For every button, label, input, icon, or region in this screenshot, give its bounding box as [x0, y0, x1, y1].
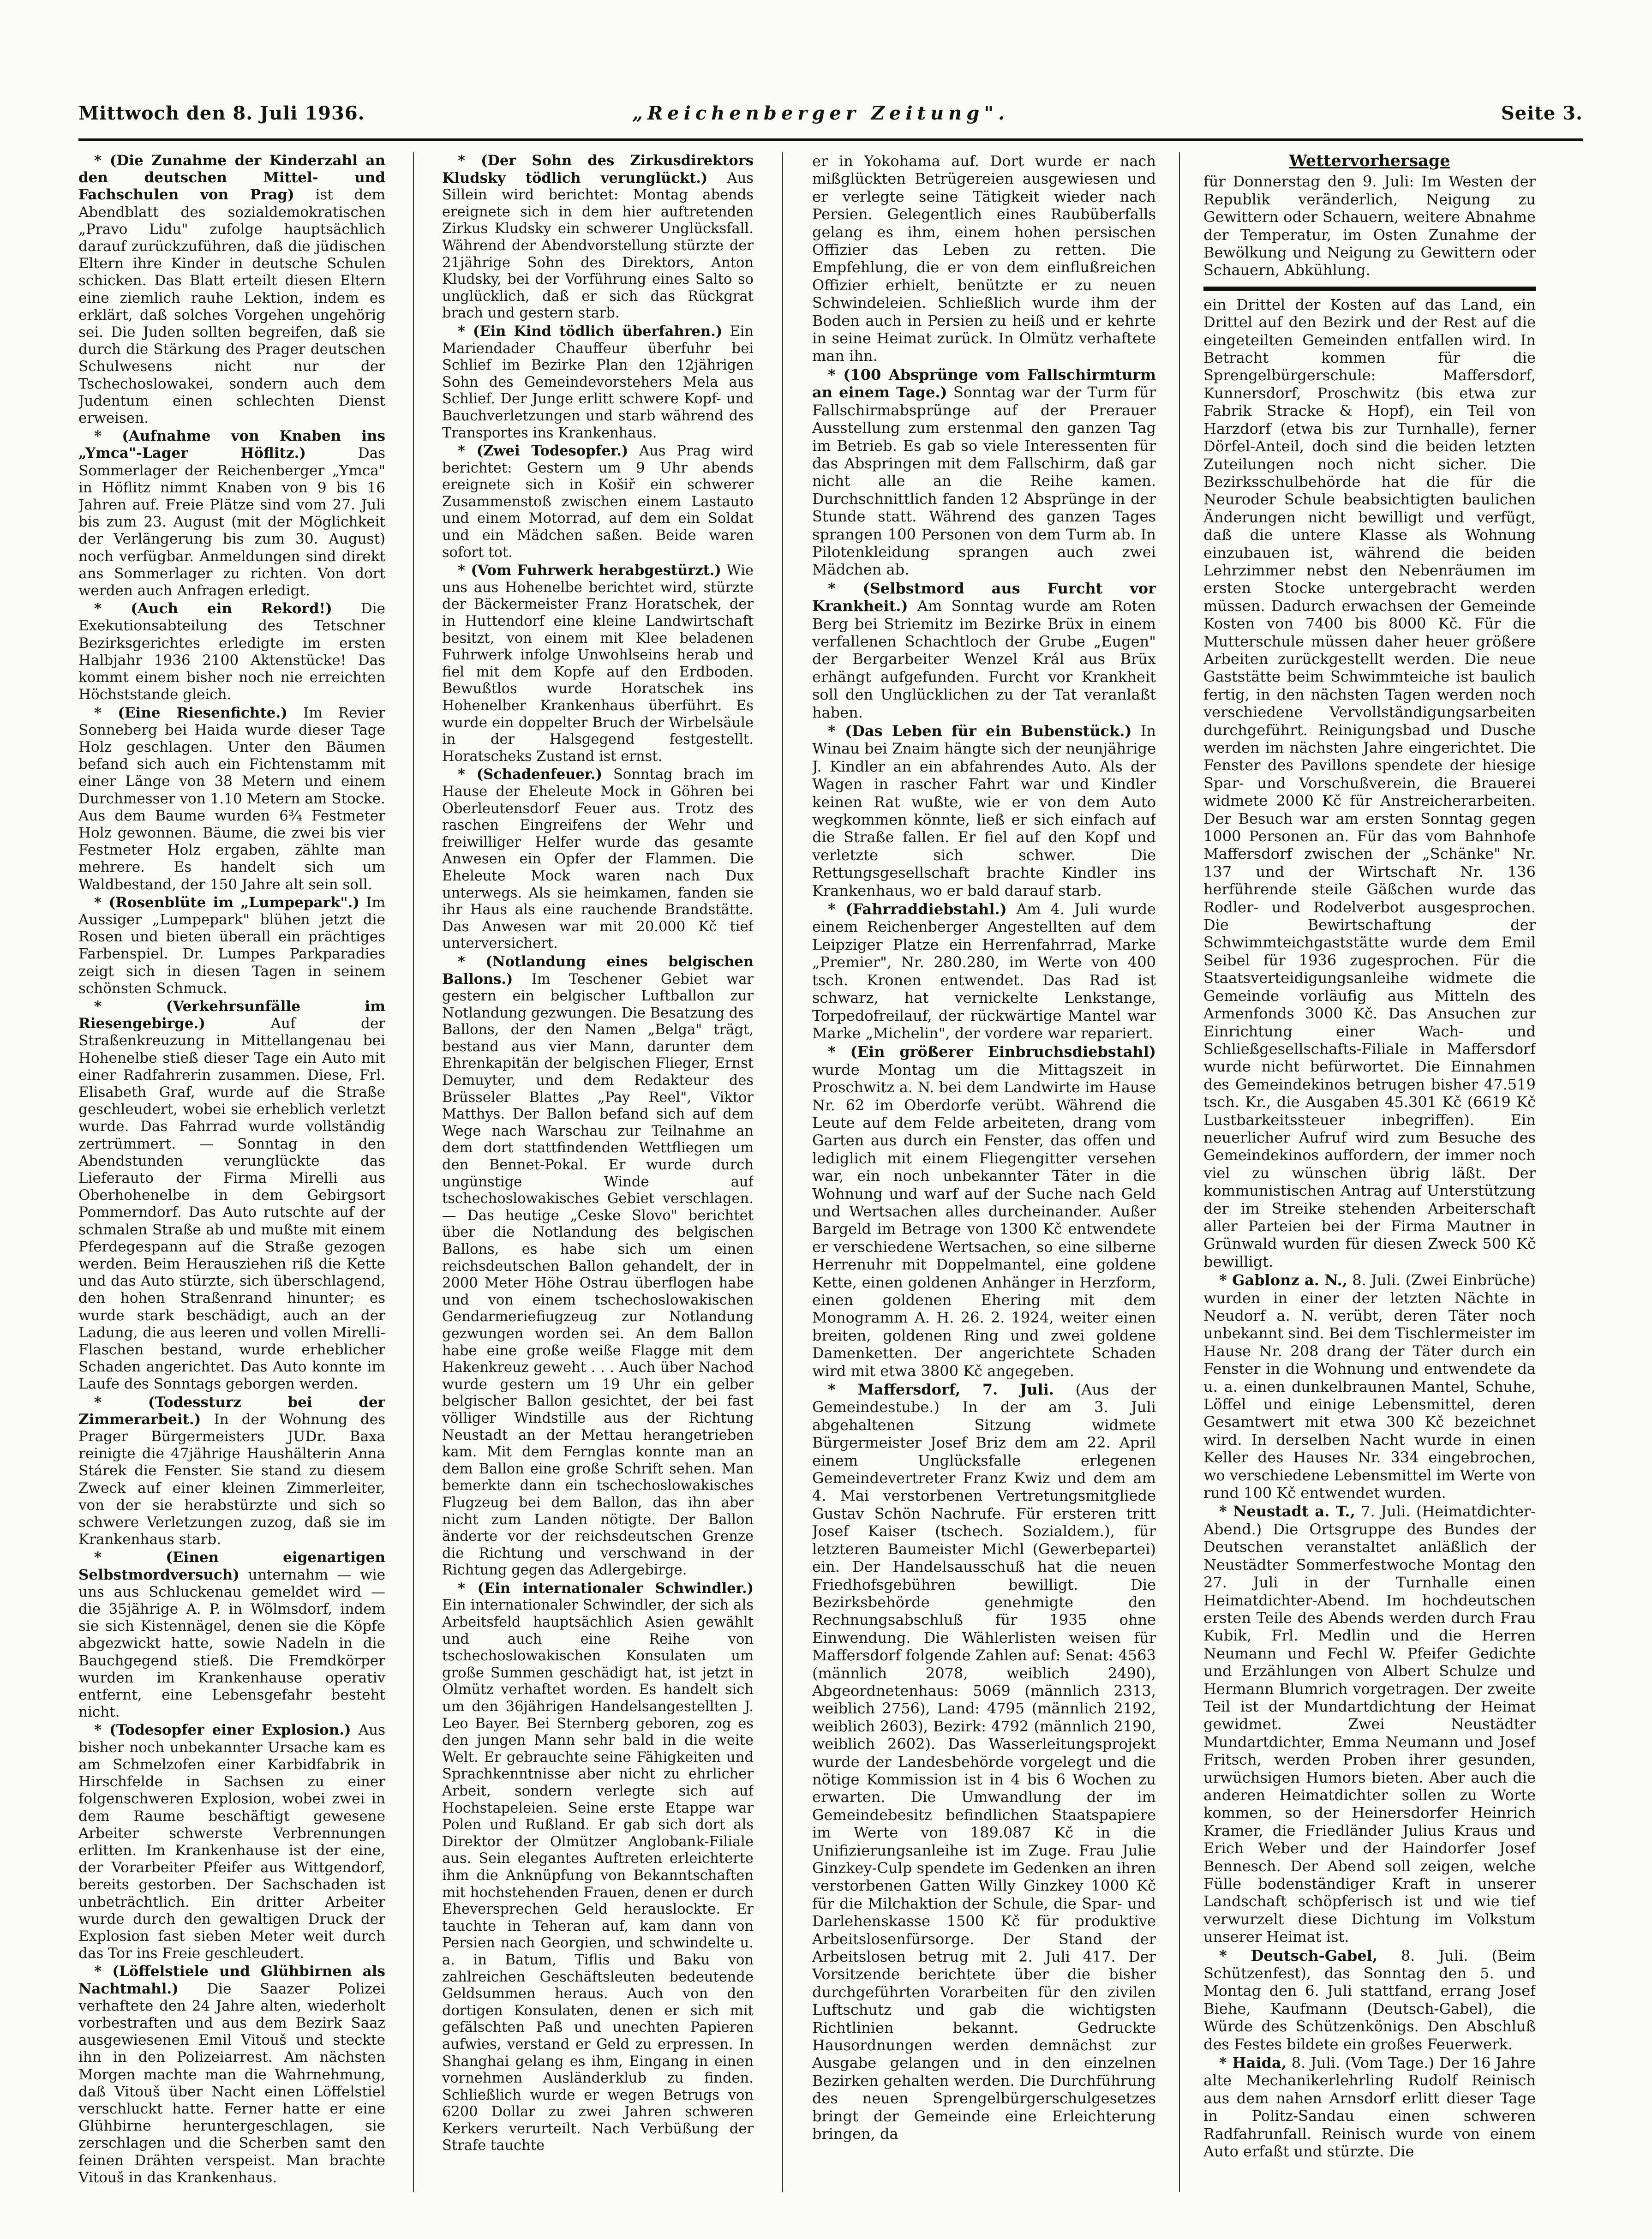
column-divider	[1179, 152, 1180, 2192]
article-body: ist dem Abendblatt des sozialdemokratischen „Pravo Lidu" zufolge hauptsächlich darauf zurückzuführen, daß die jüdischen Eltern ihre Kinder in deutsche Schulen schicken. Das Blatt erteilt diesen Eltern eine ziemlich rauhe Lektion, indem es erklärt, daß solches Vorgehen ungehörig sei. Die Juden sollten begreifen, daß sie durch die Stärkung des Prager deutschen Schulwesens nicht nur der Tschechoslowakei, sondern auch dem Judentum einen schlechten Dienst erweisen.	[78, 186, 385, 427]
article-headline: * Gablonz a. N.,	[1219, 1271, 1347, 1289]
column-4-articles	[1203, 296, 1536, 2161]
article-paragraph	[442, 766, 754, 952]
header-date: Mittwoch den 8. Juli 1936.	[78, 102, 365, 124]
article-paragraph	[78, 705, 385, 893]
article-paragraph	[442, 1580, 754, 2155]
article-body: Am 4. Juli wurde einem Reichenberger Angestellten auf dem Leipziger Platze ein Herrenfahrrad, Marke „Premier", Nr. 280.280, im Werte von 400 tsch. Kronen entwendet. Das Rad ist schwarz, hat vernickelte Lenkstange, Torpedofreilauf, der rückwärtige Mantel war Marke „Michelin", der vordere war repariert.	[812, 900, 1156, 1042]
article-headline: * (Ein Kind tödlich überfahren.)	[458, 323, 723, 340]
article-body: unternahm — wie uns aus Schluckenau gemeldet wird — die 35jährige A. P. in Wölmsdorf, indem sie sich Kistennägel, denen sie die Köpfe abgezwickt hatte, sowie Nadeln in die Bauchgegend stieß. Die Fremdkörper wurden im Krankenhause operativ entfernt, eine Lebensgefahr besteht nicht.	[78, 1566, 385, 1721]
article-headline: * (Der Sohn des Zirkusdirektors Kludsky tödlich verunglückt.)	[442, 152, 754, 186]
article-paragraph	[78, 428, 385, 599]
weather-forecast-box	[1203, 152, 1536, 291]
article-paragraph	[78, 600, 385, 703]
header-rule	[78, 138, 1583, 141]
article-headline: * (Aufnahme von Knaben ins „Ymca"-Lager Höflitz.)	[78, 428, 385, 462]
article-paragraph	[812, 152, 1156, 365]
article-body: In Winau bei Znaim hängte sich der neunjährige J. Kindler an ein abfahrendes Auto. Als der Wagen in rascher Fahrt war und Kindler keinen Rat wußte, wie er von dem Auto wegkommen könnte, ließ er sich einfach auf die Straße fallen. Er fiel auf den Kopf und verletzte sich schwer. Die Rettungsgesellschaft brachte Kindler ins Krankenhaus, wo er bald darauf starb.	[812, 722, 1156, 899]
article-body: Ein Mariendader Chauffeur überfuhr bei Schlief im Bezirke Plan den 12jährigen Sohn des Gemeindevorstehers Mela aus Schlief. Der Junge erlitt schwere Kopf- und Bauchverletzungen und starb während des Transportes ins Krankenhaus.	[442, 323, 754, 441]
article-paragraph	[1203, 2054, 1536, 2160]
article-body: Aus Sillein wird berichtet: Montag abends ereignete sich in dem hier auftretenden Zirkus Kludsky ein schwerer Unglücksfall. Während der Abendvorstellung stürzte der 21jährige Sohn des Direktors, Anton Kludsky, bei der Vorführung eines Salto so unglücklich, daß er sich das Rückgrat brach und gestern starb.	[442, 170, 754, 322]
article-headline: * (Verkehrsunfälle im Riesengebirge.)	[78, 998, 385, 1032]
article-headline: * (Das Leben für ein Bubenstück.)	[828, 722, 1132, 740]
article-paragraph	[78, 1549, 385, 1721]
article-paragraph	[812, 722, 1156, 899]
weather-title: Wettervorhersage	[1289, 152, 1450, 170]
article-body: Sonntag war der Turm für Fallschirmabsprünge auf der Prerauer Ausstellung zum erstenmal den ganzen Tag im Betrieb. Es gab so viele Interessenten für das Abspringen mit dem Fallschirm, daß gar nicht alle an die Reihe kamen. Durchschnittlich fanden 12 Absprünge in der Stunde statt. Während des ganzen Tages sprangen 100 Personen von dem Turm ab. In Pilotenkleidung sprangen auch zwei Mädchen ab.	[812, 383, 1156, 579]
article-paragraph	[442, 443, 754, 561]
article-paragraph	[812, 1043, 1156, 1380]
article-headline: * (Löffelstiele und Glühbirnen als Nachtmahl.)	[78, 1963, 385, 1997]
article-headline: * (Notlandung eines belgischen Ballons.)	[442, 953, 754, 988]
article-paragraph	[812, 900, 1156, 1042]
header-page-number: Seite 3.	[1501, 102, 1583, 124]
article-headline: * (100 Absprünge vom Fallschirmturm an einem Tage.)	[812, 365, 1156, 401]
article-headline: * (Todessturz bei der Zimmerarbeit.)	[78, 1394, 385, 1428]
article-paragraph	[812, 580, 1156, 721]
article-body: Die Saazer Polizei verhaftete den 24 Jahre alten, wiederholt vorbestraften und aus dem Bezirk Saaz ausgewiesenen Emil Vitouš und steckte ihn in den Polizeiarrest. Am nächsten Morgen machte man die Wahrnehmung, daß Vitouš über Nacht einen Löffelstiel verschluckt hatte. Ferner hatte er eine Glühbirne heruntergeschlagen, sie zerschlagen und die Scherben samt den feinen Drähten verspeist. Man brachte Vitouš in das Krankenhaus.	[78, 1980, 385, 2186]
article-paragraph	[442, 323, 754, 442]
article-body: 8. Juli. (Vom Tage.) Der 16 Jahre alte Mechanikerlehrling Rudolf Reinisch aus dem nahen Arnsdorf erlitt dieser Tage in Politz-Sandau einen schweren Radfahrunfall. Reinisch wurde von einem Auto erfaßt und stürzte. Die	[1203, 2054, 1536, 2161]
article-headline: * (Fahrraddiebstahl.)	[828, 900, 1007, 918]
article-headline: * (Auch ein Rekord!)	[94, 600, 332, 617]
article-body: Ein internationaler Schwindler, der sich als Arbeitsfeld hauptsächlich Asien gewählt und auch eine Reihe von tschechoslowakischen Konsulaten um große Summen geschädigt hat, ist jetzt in Olmütz verhaftet worden. Es handelt sich um den 36jährigen Handelsangestellten J. Leo Bayer. Bei Sternberg geboren, zog es den jungen Mann sehr bald in die weite Welt. Er gebrauchte seine Fähigkeiten und Sprachkenntnisse aber nicht zu ehrlicher Arbeit, sondern verlegte sich auf Hochstapeleien. Seine erste Etappe war Polen und Rußland. Er gab sich dort als Direktor der Olmützer Anglobank-Filiale aus. Sein elegantes Auftreten erleichterte ihm die Anknüpfung von Bekanntschaften mit hochstehenden Frauen, denen er durch Eheversprechen Geld herauslockte. Er tauchte in Teheran auf, kam dann von Persien nach Georgien, und schwindelte u. a. in Batum, Tiflis und Baku von zahlreichen Geschäftsleuten bedeutende Geldsummen heraus. Auch von den dortigen Konsulaten, denen er sich mit gefälschten Paß und unechten Papieren aufwies, verstand er Geld zu erpressen. In Shanghai gelang es ihm, Eingang in einen vornehmen Ausländerklub zu finden. Schließlich wurde er wegen Betrugs von 6200 Dollar zu zwei Jahren schweren Kerkers verurteilt. Nach Verbüßung der Strafe tauchte	[442, 1597, 754, 2154]
article-headline: * (Vom Fuhrwerk herabgestürzt.)	[458, 562, 721, 579]
column-divider	[413, 152, 414, 2192]
article-body: Aus bisher noch unbekannter Ursache kam es am Schmelzofen einer Karbidfabrik in Hirschfelde in Sachsen zu einer folgenschweren Explosion, wobei zwei in dem Raume beschäftigt gewesene Arbeiter schwerste Verbrennungen erlitten. Im Krankenhause ist der eine, der Vorarbeiter Pfeifer aus Wittgendorf, bereits gestorben. Der Sachschaden ist unbeträchtlich. Ein dritter Arbeiter wurde durch den gewaltigen Druck der Explosion fast sieben Meter weit durch das Tor ins Freie geschleudert.	[78, 1722, 385, 1962]
article-paragraph	[78, 152, 385, 427]
article-body: (Aus der Gemeindestube.) In der am 3. Juli abgehaltenen Sitzung widmete Bürgermeister Josef Briz dem am 22. April einem Unglücksfalle erlegenen Gemeindevertreter Franz Kwiz und dem am 4. Mai verstorbenen Vertretungsmitgliede Gustav Schön Nachrufe. Für ersteren tritt Josef Kaiser (tschech. Sozialdem.), für letzteren Baumeister Michl (Gewerbepartei) ein. Der Handelsausschuß hat die neuen Friedhofsgebühren bewilligt. Die Bezirksbehörde genehmigte den Rechnungsabschluß für 1935 ohne Einwendung. Die Wählerlisten weisen für Maffersdorf folgende Zahlen auf: Senat: 4563 (männlich 2078, weiblich 2490), Abgeordnetenhaus: 5069 (männlich 2313, weiblich 2756), Land: 4795 (männlich 2192, weiblich 2603), Bezirk: 4792 (männlich 2190, weiblich 2602). Das Wasserleitungsprojekt wurde der Landesbehörde vorgelegt und die nötige Kommission ist in 4 bis 6 Wochen zu erwarten. Die Umwandlung der im Gemeindebesitz befindlichen Staatspapiere im Werte von 189.087 Kč in die Unifizierungsanleihe ist im Zuge. Frau Julie Ginzkey-Culp spendete im Gedenken an ihren verstorbenen Gatten Willy Ginzkey 1000 Kč für die Milchaktion der Schule, die Spar- und Darlehenskasse 1500 Kč für produktive Arbeitslosenfürsorge. Der Stand der Arbeitslosen betrug mit 2. Juli 417. Der Vorsitzende berichtete über die bisher durchgeführten Vorarbeiten für den zivilen Luftschutz und gab die wichtigsten Richtlinien bekannt. Gedruckte Hausordnungen werden demnächst zur Ausgabe gelangen und in den einzelnen Bezirken gehalten werden. Die Durchführung des neuen Sprengelbürgerschulgesetzes bringt der Gemeinde eine Erleichterung bringen, da	[812, 1381, 1156, 2143]
article-paragraph	[442, 953, 754, 1579]
article-paragraph	[78, 1963, 385, 2186]
article-headline: * (Eine Riesenfichte.)	[94, 704, 287, 721]
article-headline: * (Schadenfeuer.)	[458, 766, 603, 783]
article-body: Sonntag brach im Hause der Eheleute Mock in Göhren bei Oberleutensdorf Feuer aus. Trotz des raschen Eingreifens der Wehr und freiwilliger Helfer wurde das gesamte Anwesen ein Opfer der Flammen. Die Eheleute Mock waren nach Dux unterwegs. Als sie heimkamen, fanden sie ihr Haus als eine rauchende Brandstätte. Das Anwesen war mit 20.000 Kč tief unterversichert.	[442, 766, 754, 952]
article-headline: * (Selbstmord aus Furcht vor Krankheit.)	[812, 579, 1156, 615]
article-body: Im Revier Sonneberg bei Haida wurde dieser Tage Holz geschlagen. Unter den Bäumen befand sich auch ein Fichtenstamm mit einer Länge von 38 Metern und einem Durchmesser von 1.10 Metern am Stocke. Aus dem Baume wurden 6¾ Festmeter Holz gewonnen. Bäume, die zwei bis vier Festmeter Holz ergaben, zählte man mehrere. Es handelt sich um Waldbestand, der 150 Jahre alt sein soll.	[78, 704, 385, 893]
article-body: 7. Juli. (Heimatdichter-Abend.) Die Ortsgruppe des Bundes der Deutschen veranstaltet anläßlich der Neustädter Sommerfestwoche Montag den 27. Juli in der Turnhalle einen Heimatdichter-Abend. Im hochdeutschen ersten Teile des Abends werden durch Frau Kubik, Frl. Medlin und die Herren Neumann und Fechl W. Pfeifer Gedichte und Erzählungen von Albert Schulze und Hermann Blumrich vorgetragen. Der zweite Teil ist der Mundartdichtung der Heimat gewidmet. Zwei Neustädter Mundartdichter, Emma Neumann und Josef Fritsch, werden Proben ihrer gesunden, urwüchsigen Humors bieten. Aber auch die anderen Heimatdichter sollen zu Worte kommen, so der Heinersdorfer Heinrich Kramer, die Friedländer Julius Kraus und Erich Weber und der Haindorfer Josef Bennesch. Der Abend soll zeigen, welche Fülle bodenständiger Kraft in unserer Landschaft schöpferisch ist und wie tief verwurzelt diese Dichtung im Volkstum unserer Heimat ist.	[1203, 1503, 1536, 1946]
column-3	[812, 152, 1156, 2192]
article-headline: * (Ein größerer Einbruchsdiebstahl)	[828, 1043, 1156, 1061]
article-headline: * Maffersdorf, 7. Juli.	[828, 1381, 1054, 1399]
weather-text: für Donnerstag den 9. Juli: Im Westen der Republik veränderlich, Neigung zu Gewittern oder Schauern, weitere Abnahme der Temperatur, im Osten Zunahme der Bewölkung und Neigung zu Gewittern oder Schauern, Abkühlung.	[1203, 173, 1536, 279]
article-body: Im Teschener Gebiet war gestern ein belgischer Luftballon zur Notlandung gezwungen. Die Besatzung des Ballons, der den Namen „Belga" trägt, bestand aus vier Mann, darunter dem Ehrenkapitän der belgischen Flieger, Ernst Demuyter, und dem Redakteur des Brüsseler Blattes „Pay Reel", Viktor Matthys. Der Ballon befand sich auf dem Wege nach Warschau zur Teilnahme an dem dort stattfindenden Wettfliegen um den Bennet-Pokal. Er wurde durch ungünstige Winde auf tschechoslowakisches Gebiet verschlagen. — Das heutige „Ceske Slovo" berichtet über die Notlandung des belgischen Ballons, es habe sich um einen reichsdeutschen Ballon gehandelt, der in 2000 Meter Höhe Ostrau überflogen habe und von einem tschechoslowakischen Gendarmeriefiugzeug zur Notlandung gezwungen worden sei. An dem Ballon habe eine große weiße Flagge mit dem Hakenkreuz geweht . . . Auch über Nachod wurde gestern um 19 Uhr ein gelber belgischer Ballon gesichtet, der bei fast völliger Windstille aus der Richtung Neustadt an der Mettau herangetrieben kam. Mit dem Fernglas konnte man an dem Ballon eine große Schrift sehen. Man bemerkte dann ein tschechoslowakisches Flugzeug bei dem Ballon, das ihn aber nicht zum Landen nötigte. Der Ballon änderte vor der reichsdeutschen Grenze die Richtung und verschwand in der Richtung gegen das Adlergebirge.	[442, 971, 754, 1579]
article-paragraph	[1203, 1271, 1536, 1502]
article-body: Wie uns aus Hohenelbe berichtet wird, stürzte der Bäckermeister Franz Horatschek, der in Huttendorf eine kleine Landwirtschaft besitzt, von einem mit Klee beladenen Fuhrwerk infolge Unwohlseins herab und fiel mit dem Kopfe auf den Erdboden. Bewußtlos wurde Horatschek ins Hohenelber Krankenhaus überführt. Es wurde ein doppelter Bruch der Wirbelsäule in der Halsgegend festgestellt. Horatscheks Zustand ist ernst.	[442, 563, 754, 765]
running-header	[78, 102, 1583, 130]
article-headline: * (Rosenblüte im „Lumpepark".)	[94, 894, 360, 911]
article-paragraph	[78, 998, 385, 1393]
article-paragraph	[442, 562, 754, 765]
article-body: ein Drittel der Kosten auf das Land, ein Drittel auf den Bezirk und der Rest auf die eingeteilten Gemeinden entfallen wird. In Betracht kommen für die Sprengelbürgerschule: Maffersdorf, Kunnersdorf, Proschwitz (bis etwa zur Fabrik Stracke & Hopf), ein Teil von Harzdorf (etwa bis zur Turnhalle), ferner Dörfel-Anteil, doch sind die beiden letzten Zuteilungen noch nicht sicher. Die Bezirksschulbehörde hat die für die Neuroder Schule beabsichtigten baulichen Änderungen nicht bewilligt und verfügt, daß die untere Klasse als Wohnung einzubauen ist, während die beiden Lehrzimmer nebst den Nebenräumen im ersten Stocke untergebracht werden müssen. Dadurch erwachsen der Gemeinde Kosten von 7400 bis 8000 Kč. Für die Mutterschule müssen daher heuer größere Arbeiten zurückgestellt werden. Die neue Gaststätte beim Schwimmteiche ist baulich fertig, in den nächsten Tagen werden noch verschiedene Vervollständigungsarbeiten durchgeführt. Reinigungsbad und Dusche werden im nächsten Jahre eingerichtet. Die Fenster des Pavillons spendete der hiesige Spar- und Vorschußverein, die Brauerei widmete 2000 Kč für Anstreicherarbeiten. Der Besuch war am ersten Sonntag gegen 1000 Personen an. Für das vom Bahnhofe Maffersdorf zwischen der „Schänke" Nr. 137 und der Wirtschaft Nr. 136 herführende steile Gäßchen wurde das Rodler- und Rodelverbot ausgesprochen. Die Bewirtschaftung der Schwimmteichgaststätte wurde dem Emil Seibel für 1936 zugesprochen. Für die Staatsverteidigungsanleihe widmete die Gemeinde vorläufig aus Mitteln des Armenfonds 3000 Kč. Das Ansuchen zur Einrichtung einer Wach- und Schließgesellschafts-Filiale in Maffersdorf wurde nicht befürwortet. Die Einnahmen des Gemeindekinos betrugen bisher 47.519 tsch. Kr., die Ausgaben 45.301 Kč (6619 Kč Lustbarkeitssteuer inbegriffen). Ein neuerlicher Aufruf wird zum Besuche des Gemeindekinos auffordern, der immer noch viel zu wünschen übrig läßt. Der kommunistischen Antrag auf Unterstützung der im Streike stehenden Arbeiterschaft aller Parteien bei der Firma Mautner in Grünwald wurden für diesen Zweck 500 Kč bewilligt.	[1203, 295, 1536, 1270]
article-headline: * (Ein internationaler Schwindler.)	[458, 1580, 754, 1597]
article-body: Im Aussiger „Lumpepark" blühen jetzt die Rosen und bieten überall ein prächtiges Farbenspiel. Dr. Lumpes Parkparadies zeigt sich in diesen Tagen in seinem schönsten Schmuck.	[78, 894, 385, 997]
column-1	[78, 152, 385, 2192]
article-body: Auf der Straßenkreuzung in Mittellangenau bei Hohenelbe stieß dieser Tage ein Auto mit einer Radfahrerin zusammen. Diese, Frl. Elisabeth Graf, wurde auf die Straße geschleudert, wobei sie erheblich verletzt wurde. Das Fahrrad wurde vollständig zertrümmert. — Sonntag in den Abendstunden verunglückte das Lieferauto der Firma Mirelli aus Oberhohenelbe in dem Gebirgsort Pommerndorf. Das Auto rutschte auf der schmalen Straße ab und mußte mit einem Pferdegespann auf die Straße gezogen werden. Beim Herausziehen riß die Kette und das Auto stürzte, sich überschlagend, den hohen Straßenrand hinunter; es wurde stark beschädigt, auch an der Ladung, die aus leeren und vollen Mirelli-Flaschen bestand, wurde erheblicher Schaden angerichtet. Das Auto konnte im Laufe des Sonntags geborgen werden.	[78, 1015, 385, 1393]
article-headline: * (Todesopfer einer Explosion.)	[94, 1722, 351, 1739]
article-body: In der Wohnung des Prager Bürgermeisters JUDr. Baxa reinigte die 47jährige Haushälterin Anna Stárek die Fenster. Sie stand zu diesem Zweck auf einer kleinen Zimmerleiter, von der sie herabstürzte und sich so schwere Verletzungen zuzog, daß sie im Krankenhaus starb.	[78, 1411, 385, 1548]
article-body: Am Sonntag wurde am Roten Berg bei Striemitz im Bezirke Brüx in einem verfallenen Schachtloch der Grube „Eugen" der Bergarbeiter Wenzel Král aus Brüx erhängt aufgefunden. Furcht vor Krankheit soll den Unglücklichen zu der Tat veranlaßt haben.	[812, 597, 1156, 721]
column-2	[442, 152, 754, 2192]
article-headline: * Deutsch-Gabel,	[1219, 1946, 1377, 1964]
article-body: wurde Montag um die Mittagszeit in Proschwitz a. N. bei dem Landwirte im Hause Nr. 62 im Oberdorfe verübt. Während die Leute auf dem Felde arbeiteten, drang vom Garten aus durch ein Fenster, das offen und lediglich mit einem Fliegengitter versehen war, ein noch unbekannter Täter in die Wohnung und warf auf der Suche nach Geld und Wertsachen alles durcheinander. Außer Bargeld im Betrage von 1300 Kč entwendete er verschiedene Wertsachen, so eine silberne Herrenuhr mit Doppelmantel, eine goldene Kette, einen goldenen Anhänger in Herzform, einen goldenen Ehering mit dem Monogramm A. H. 26. 2. 1924, weiter einen breiten, goldenen Ring und zwei goldene Damenketten. Der angerichtete Schaden wird mit etwa 3800 Kč angegeben.	[812, 1060, 1156, 1380]
article-headline: * Haida,	[1219, 2054, 1287, 2072]
article-paragraph	[1203, 1503, 1536, 1946]
article-body: 8. Juli. (Zwei Einbrüche) wurden in einer der letzten Nächte in Neudorf a. N. verübt, deren Täter noch unbekannt sind. Bei dem Tischlermeister im Hause Nr. 208 drang der Täter durch ein Fenster in die Wohnung und entwendete da u. a. einen dunkelbraunen Mantel, Schuhe, Löffel und einige Lebensmittel, deren Gesamtwert mit etwa 300 Kč bezeichnet wird. In derselben Nacht wurde in einen Keller des Hauses Nr. 334 eingebrochen, wo verschiedene Lebensmittel im Werte von rund 100 Kč entwendet wurden.	[1203, 1271, 1536, 1502]
article-body: er in Yokohama auf. Dort wurde er nach mißglückten Betrügereien ausgewiesen und er verlegte seine Tätigkeit wieder nach Persien. Gelegentlich eines Raubüberfalls gelang es ihm, einem hohen persischen Offizier das Leben zu retten. Die Empfehlung, die er von dem einflußreichen Offizier erhielt, benützte er zu neuen Schwindeleien. Schließlich wurde ihm der Boden auch in Persien zu heiß und er kehrte in seine Heimat zurück. In Olmütz verhaftete man ihn.	[812, 152, 1156, 365]
article-paragraph	[1203, 1947, 1536, 2053]
article-paragraph	[812, 366, 1156, 579]
article-headline: * Neustadt a. T.,	[1219, 1503, 1355, 1521]
article-body: 8. Juli. (Beim Schützenfest), das Sonntag den 5. und Montag den 6. Juli stattfand, errang Josef Biehe, Kaufmann (Deutsch-Gabel), die Würde des Schützenkönigs. Den Abschluß des Festes bildete ein großes Feuerwerk.	[1203, 1946, 1536, 2053]
article-headline: * (Die Zunahme der Kinderzahl an den deutschen Mittel- und Fachschulen von Prag)	[78, 152, 385, 204]
article-body: Das Sommerlager der Reichenberger „Ymca" in Höflitz nimmt Knaben von 9 bis 16 Jahren auf. Freie Plätze sind vom 27. Juli bis zum 23. August (mit der Möglichkeit der Verlängerung bis zum 30. August) noch verfügbar. Anmeldungen sind direkt ans Sommerlager zu richten. Von dort werden auch Anfragen erledigt.	[78, 445, 385, 599]
article-paragraph	[78, 1394, 385, 1549]
article-paragraph	[78, 894, 385, 997]
article-paragraph	[812, 1381, 1156, 2143]
article-paragraph	[1203, 296, 1536, 1270]
article-body: Die Exekutionsabteilung des Tetschner Bezirksgerichtes erledigte im ersten Halbjahr 1936 2100 Aktenstücke! Das kommt einem bisher noch nie erreichten Höchststande gleich.	[78, 600, 385, 703]
column-divider	[782, 152, 783, 2192]
article-body: Aus Prag wird berichtet: Gestern um 9 Uhr abends ereignete sich in Košiř ein schwerer Zusammenstoß zwischen einem Lastauto und einem Motorrad, auf dem ein Soldat und ein Mädchen saßen. Beide waren sofort tot.	[442, 443, 754, 561]
article-headline: * (Einen eigenartigen Selbstmordversuch)	[78, 1549, 385, 1583]
header-paper-title: „Reichenberger Zeitung".	[632, 102, 1009, 124]
column-4	[1203, 152, 1536, 2192]
article-headline: * (Zwei Todesopfer.)	[458, 443, 628, 460]
article-paragraph	[442, 152, 754, 322]
article-paragraph	[78, 1722, 385, 1962]
